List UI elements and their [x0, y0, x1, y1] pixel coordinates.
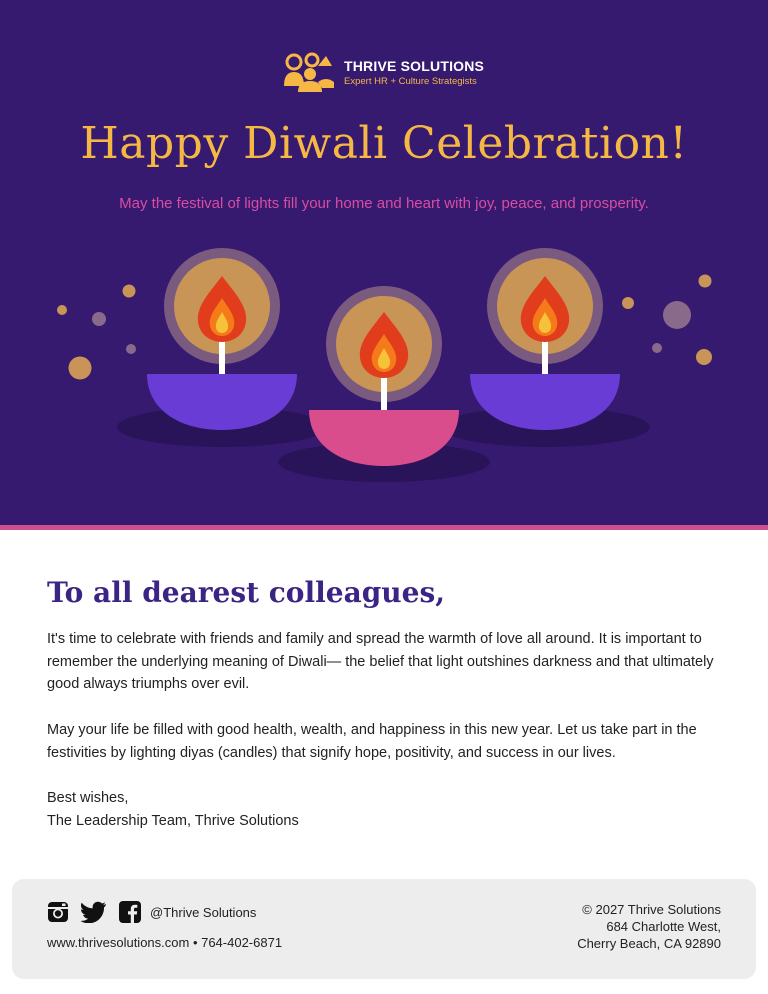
- letter-closing: Best wishes,: [47, 790, 129, 806]
- left-diya: [117, 248, 327, 447]
- page-title: Happy Diwali Celebration!: [80, 118, 688, 169]
- instagram-icon[interactable]: [47, 901, 69, 923]
- letter-signoff: [47, 787, 299, 833]
- facebook-icon[interactable]: [119, 901, 141, 923]
- footer: [12, 879, 756, 979]
- company-address: [577, 901, 721, 952]
- page-subtitle: May the festival of lights fill your home and heart with joy, peace, and prosperity.: [119, 195, 649, 212]
- brand-tagline: Expert HR + Culture Strategists: [344, 76, 477, 87]
- brand: [282, 52, 502, 96]
- twitter-icon[interactable]: [81, 901, 107, 923]
- divider-stripe: [0, 525, 768, 530]
- right-diya: [440, 248, 650, 447]
- center-diya: [278, 286, 490, 482]
- letter-paragraph-2: May your life be filled with good health, wealth, and happiness in this new year. Let us take part in the festivities by lighting diyas (candles) that signify hope, positivity, and success in our lives.: [47, 722, 697, 761]
- letter-greeting: To all dearest colleagues,: [47, 576, 445, 609]
- contact-info[interactable]: www.thrivesolutions.com • 764-402-6871: [47, 935, 283, 950]
- address-line-1: 684 Charlotte West,: [606, 919, 721, 934]
- letter-paragraph-1: It's time to celebrate with friends and family and spread the warmth of love all around. It is important to remember the underlying meaning of Diwali— the belief that light outshines darkness and that ultimately good always triumphs over evil.: [47, 631, 714, 692]
- brand-name: THRIVE SOLUTIONS: [344, 58, 485, 74]
- copyright: © 2027 Thrive Solutions: [582, 902, 721, 917]
- social-handle: @Thrive Solutions: [150, 905, 257, 920]
- people-logo-icon: [282, 52, 338, 94]
- diya-illustration: [0, 240, 768, 490]
- address-line-2: Cherry Beach, CA 92890: [577, 936, 721, 951]
- letter-signature: The Leadership Team, Thrive Solutions: [47, 813, 299, 829]
